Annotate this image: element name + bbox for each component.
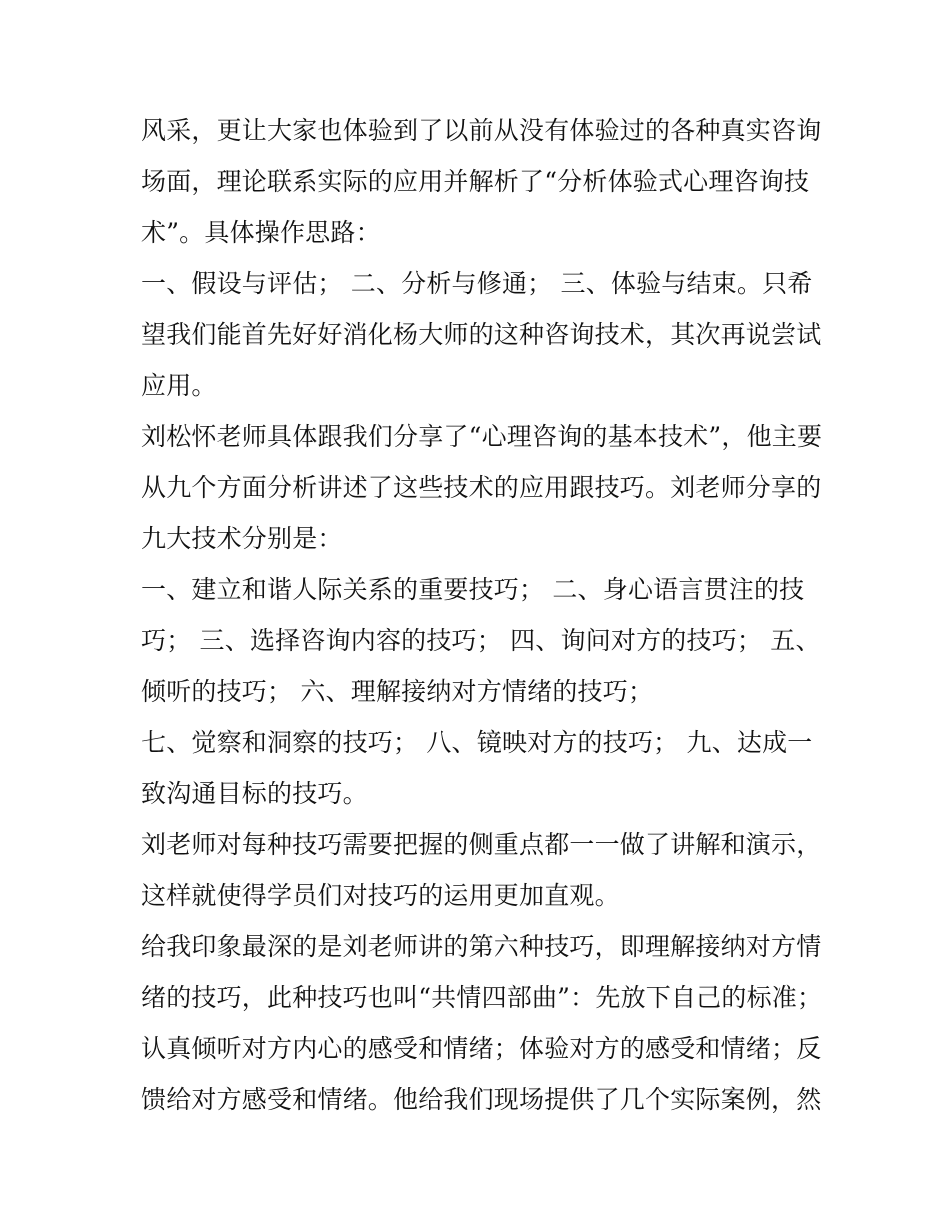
text-line: 倾听的技巧； 六、理解接纳对方情绪的技巧； xyxy=(141,677,654,706)
text-line: 场面，理论联系实际的应用并解析了“分析体验式心理咨询技 xyxy=(141,167,810,196)
text-line: 刘老师对每种技巧需要把握的侧重点都一一做了讲解和演示， xyxy=(141,830,822,859)
text-line: 致沟通目标的技巧。 xyxy=(141,779,368,808)
text-line: 巧； 三、选择咨询内容的技巧； 四、询问对方的技巧； 五、 xyxy=(141,626,821,655)
text-line: 刘松怀老师具体跟我们分享了“心理咨询的基本技术”，他主要 xyxy=(141,422,823,451)
text-line: 绪的技巧，此种技巧也叫“共情四部曲”：先放下自己的标准； xyxy=(141,983,823,1012)
text-line: 九大技术分别是： xyxy=(141,524,343,553)
text-line: 一、建立和谐人际关系的重要技巧； 二、身心语言贯注的技 xyxy=(141,575,805,604)
text-line: 认真倾听对方内心的感受和情绪；体验对方的感受和情绪；反 xyxy=(141,1034,822,1063)
text-line: 这样就使得学员们对技巧的运用更加直观。 xyxy=(141,881,620,910)
text-line: 风采，更让大家也体验到了以前从没有体验过的各种真实咨询 xyxy=(141,116,822,145)
text-line: 望我们能首先好好消化杨大师的这种咨询技术，其次再说尝试 xyxy=(141,320,822,349)
text-line: 术”。具体操作思路： xyxy=(141,218,381,247)
document-body xyxy=(141,105,821,1125)
text-line: 给我印象最深的是刘老师讲的第六种技巧，即理解接纳对方情 xyxy=(141,932,822,961)
text-line: 从九个方面分析讲述了这些技术的应用跟技巧。刘老师分享的 xyxy=(141,473,822,502)
text-line: 馈给对方感受和情绪。他给我们现场提供了几个实际案例，然 xyxy=(141,1085,822,1114)
text-line: 应用。 xyxy=(141,371,217,400)
text-line: 一、假设与评估； 二、分析与修通； 三、体验与结束。只希 xyxy=(141,269,813,298)
text-line: 七、觉察和洞察的技巧； 八、镜映对方的技巧； 九、达成一 xyxy=(141,728,813,757)
